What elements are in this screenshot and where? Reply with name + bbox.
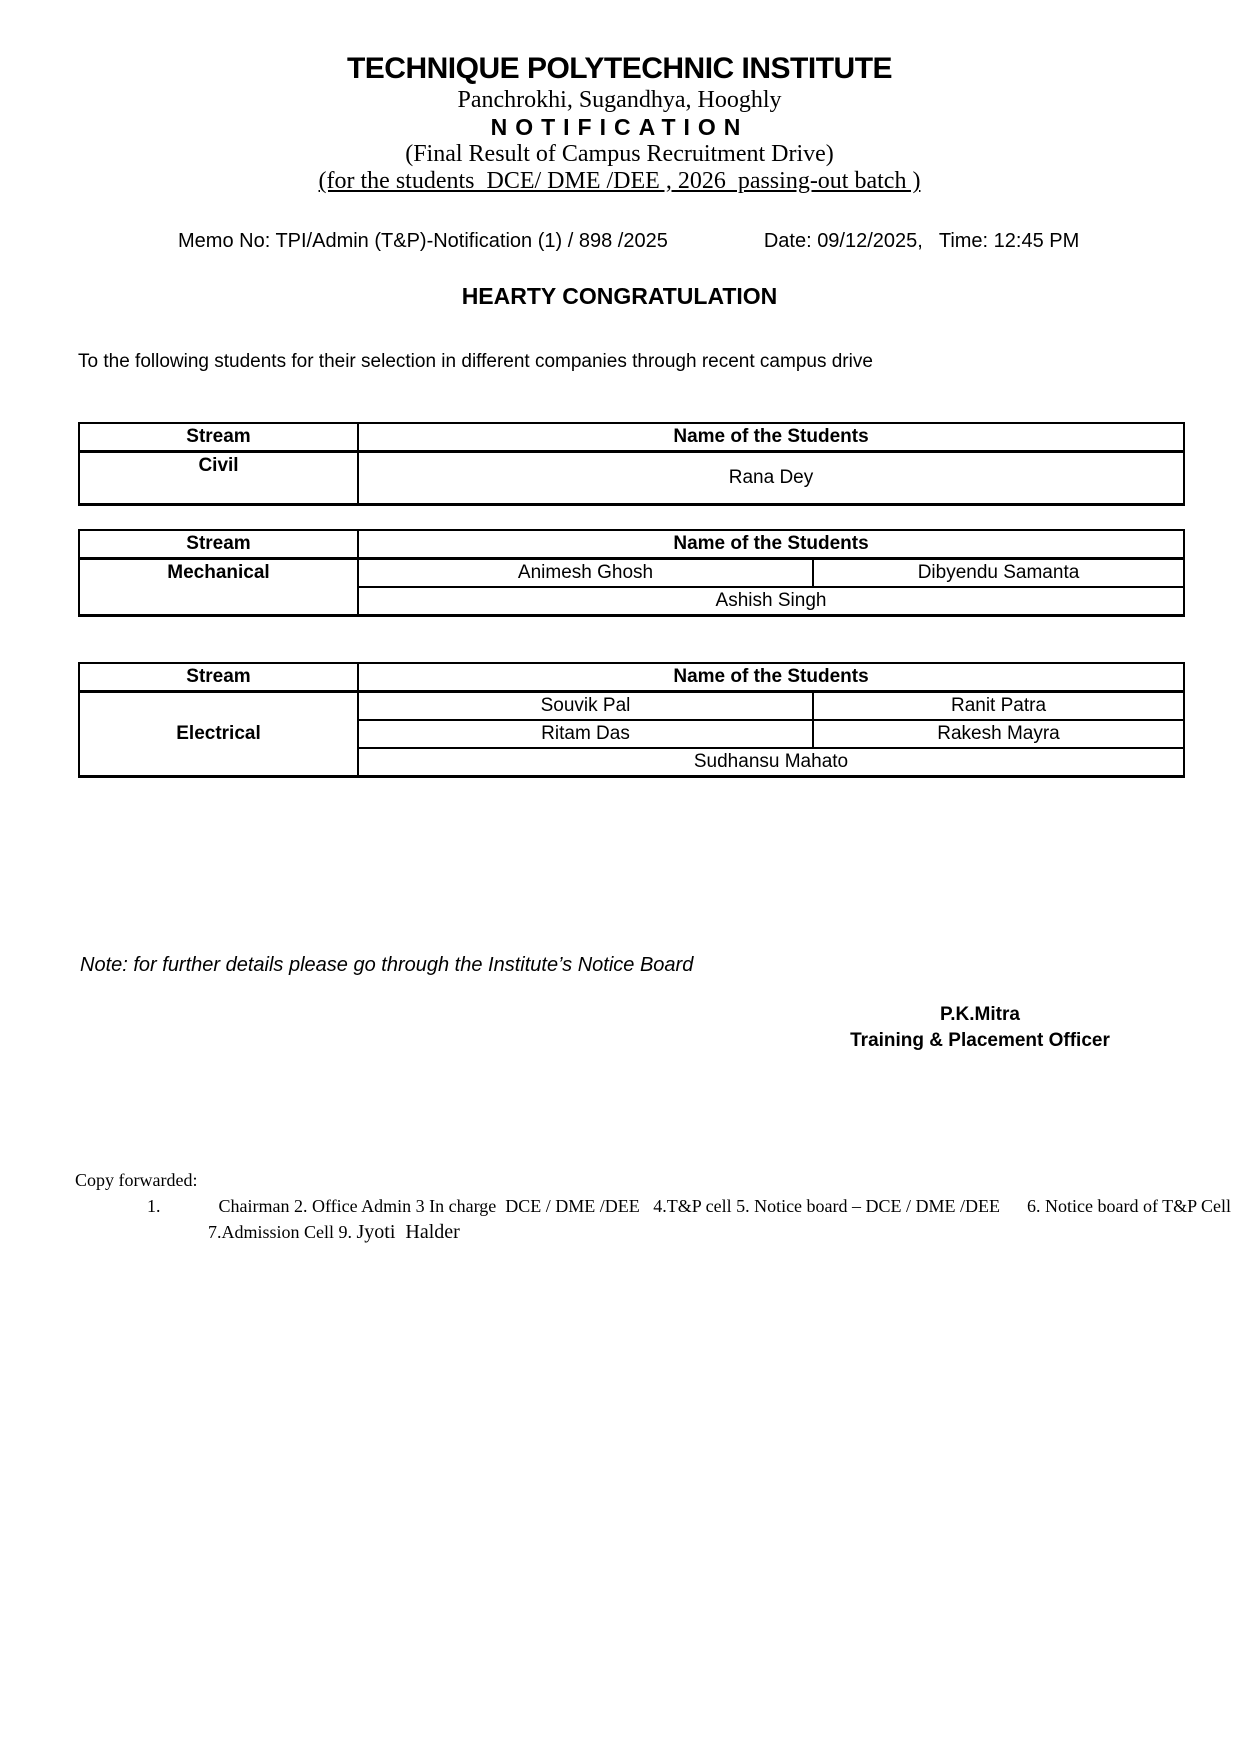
table-row <box>79 452 1184 505</box>
signatory-name: P.K.Mitra <box>940 1004 1020 1025</box>
subtitle-final-result: (Final Result of Campus Recruitment Drive) <box>405 141 834 167</box>
student-name: Sudhansu Mahato <box>358 748 1184 777</box>
students-header: Name of the Students <box>358 663 1184 692</box>
list-number: 1. <box>147 1196 161 1216</box>
student-name: Ranit Patra <box>813 692 1184 721</box>
copy-list-line <box>208 1220 1239 1244</box>
stream-name: Mechanical <box>79 559 358 616</box>
memo-number: Memo No: TPI/Admin (T&P)-Notification (1) / 898 /2025 <box>178 230 668 252</box>
copy-list-line <box>147 1194 1239 1218</box>
student-name: Rakesh Mayra <box>813 720 1184 748</box>
student-name: Dibyendu Samanta <box>813 559 1184 588</box>
signature-block <box>845 1002 1115 1054</box>
copy-forwarded-section <box>0 1168 1239 1244</box>
table-row <box>79 559 1184 588</box>
congratulation-heading: HEARTY CONGRATULATION <box>461 283 778 309</box>
copy-forwarded-label: Copy forwarded: <box>75 1170 198 1190</box>
copy-recipient-name: Jyoti Halder <box>356 1221 460 1243</box>
stream-header: Stream <box>79 423 358 452</box>
memo-date: Date: 09/12/2025, <box>763 230 923 252</box>
institute-address: Panchrokhi, Sugandhya, Hooghly <box>457 87 782 113</box>
student-name: Rana Dey <box>358 452 1184 505</box>
memo-line <box>178 229 1239 253</box>
stream-header: Stream <box>79 663 358 692</box>
note-text: Note: for further details please go through the Institute’s Notice Board <box>80 954 694 976</box>
table-header-row <box>79 530 1184 559</box>
table-header-row <box>79 423 1184 452</box>
copy-recipients: Chairman 2. Office Admin 3 In charge DCE / DME /DEE 4.T&P cell 5. Notice board – DCE / DME /DEE 6. Notice board of T&P Cell <box>218 1196 1231 1216</box>
copy-recipients-continued: 7.Admission Cell 9. <box>208 1222 357 1242</box>
civil-results-table <box>78 422 1185 506</box>
electrical-results-table <box>78 662 1185 778</box>
student-name: Ashish Singh <box>358 587 1184 616</box>
institute-title: TECHNIQUE POLYTECHNIC INSTITUTE <box>346 52 893 85</box>
stream-header: Stream <box>79 530 358 559</box>
table-header-row <box>79 663 1184 692</box>
memo-time: Time: 12:45 PM <box>938 230 1080 252</box>
subtitle-batch-line: (for the students DCE/ DME /DEE , 2026 passing-out batch ) <box>318 168 921 194</box>
student-name: Animesh Ghosh <box>358 559 813 588</box>
table-row <box>79 692 1184 721</box>
intro-text: To the following students for their selection in different companies through recent campus drive <box>78 351 873 372</box>
signatory-title: Training & Placement Officer <box>850 1030 1110 1051</box>
stream-name: Electrical <box>79 692 358 777</box>
notification-heading: NOTIFICATION <box>490 114 749 140</box>
stream-name: Civil <box>79 452 358 505</box>
students-header: Name of the Students <box>358 530 1184 559</box>
student-name: Ritam Das <box>358 720 813 748</box>
students-header: Name of the Students <box>358 423 1184 452</box>
student-name: Souvik Pal <box>358 692 813 721</box>
mechanical-results-table <box>78 529 1185 617</box>
document-header <box>0 0 1239 195</box>
